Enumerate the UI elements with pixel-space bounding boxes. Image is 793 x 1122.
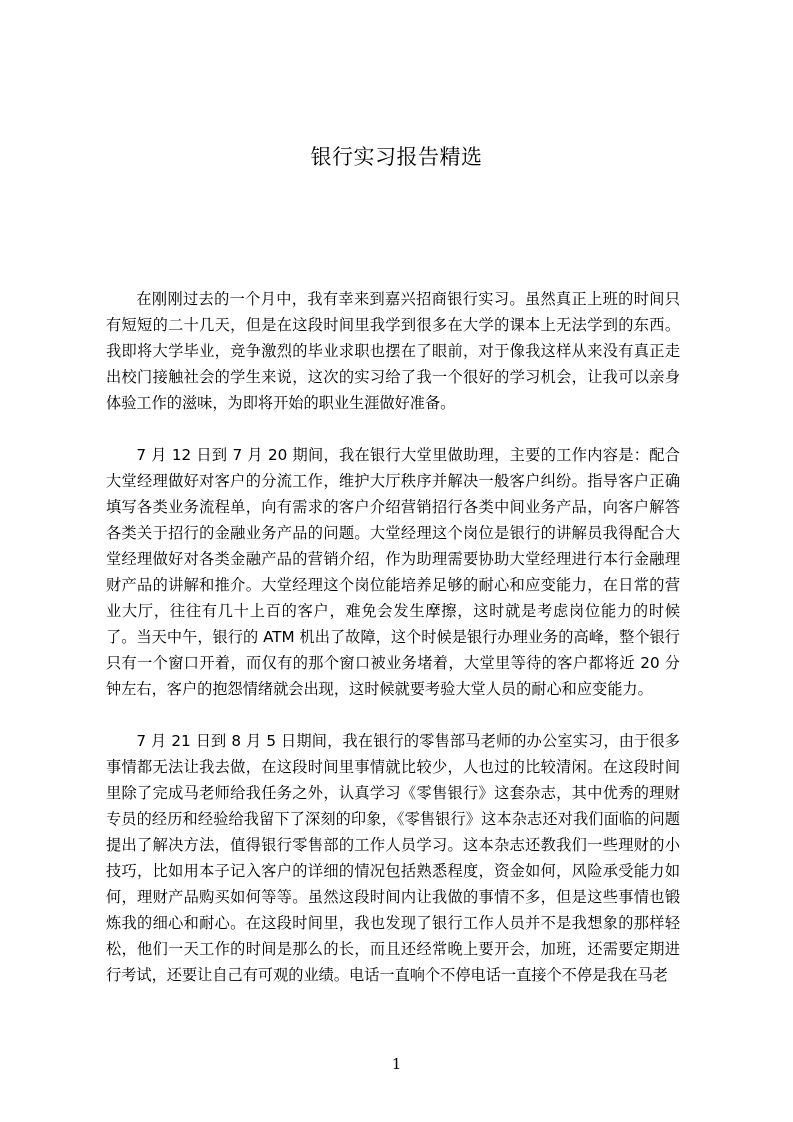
paragraph-1: 在刚刚过去的一个月中，我有幸来到嘉兴招商银行实习。虽然真正上班的时间只有短短的二十几天，但是在这段时间里我学到很多在大学的课本上无法学到的东西。我即将大学毕业，竞争激烈的毕业求职也摆在了眼前，对于像我这样从来没有真正走出校门接触社会的学生来说，这次的实习给了我一个很好的学习机会，让我可以亲身体验工作的滋味，为即将开始的职业生涯做好准备。 <box>106 290 680 412</box>
paragraph-3: 7 月 21 日到 8 月 5 日期间，我在银行的零售部马老师的办公室实习，由于很多事情都无法让我去做，在这段时间里事情就比较少，人也过的比较清闲。在这段时间里除了完成马老师给我任务之外，认真学习《零售银行》这套杂志，其中优秀的理财专员的经历和经验给我留下了深刻的印象，《零售银行》这本杂志还对我们面临的问题提出了解决方法，值得银行零售部的工作人员学习。这本杂志还教我们一些理财的小技巧，比如用本子记入客户的详细的情况包括熟悉程度，资金如何，风险承受能力如何，理财产品购买如何等等。虽然这段时间内让我做的事情不多，但是这些事情也锻炼我的细心和耐心。在这段时间里，我也发现了银行工作人员并不是我想象的那样轻松，他们一天工作的时间是那么的长，而且还经常晚上要开会，加班，还需要定期进行考试，还要让自己有可观的业绩。电话一直响个不停电话一直接个不停是我在马老 <box>106 732 680 984</box>
paragraph-2: 7 月 12 日到 7 月 20 期间，我在银行大堂里做助理，主要的工作内容是：配合大堂经理做好对客户的分流工作，维护大厅秩序并解决一般客户纠纷。指导客户正确填写各类业务流程单，向有需求的客户介绍营销招行各类中间业务产品，向客户解答各类关于招行的金融业务产品的问题。大堂经理这个岗位是银行的讲解员我得配合大堂经理做好对各类金融产品的营销介绍，作为助理需要协助大堂经理进行本行金融理财产品的讲解和推介。大堂经理这个岗位能培养足够的耐心和应变能力，在日常的营业大厅，往往有几十上百的客户，难免会发生摩擦，这时就是考虑岗位能力的时候了。当天中午，银行的 ATM 机出了故障，这个时候是银行办理业务的高峰，整个银行只有一个窗口开着，而仅有的那个窗口被业务堵着，大堂里等待的客户都将近 20 分钟左右，客户的抱怨情绪就会出现，这时候就要考验大堂人员的耐心和应变能力。 <box>106 446 680 698</box>
document-body <box>106 286 680 1014</box>
document-title: 银行实习报告精选 <box>310 145 483 169</box>
page-number: 1 <box>391 1055 402 1073</box>
